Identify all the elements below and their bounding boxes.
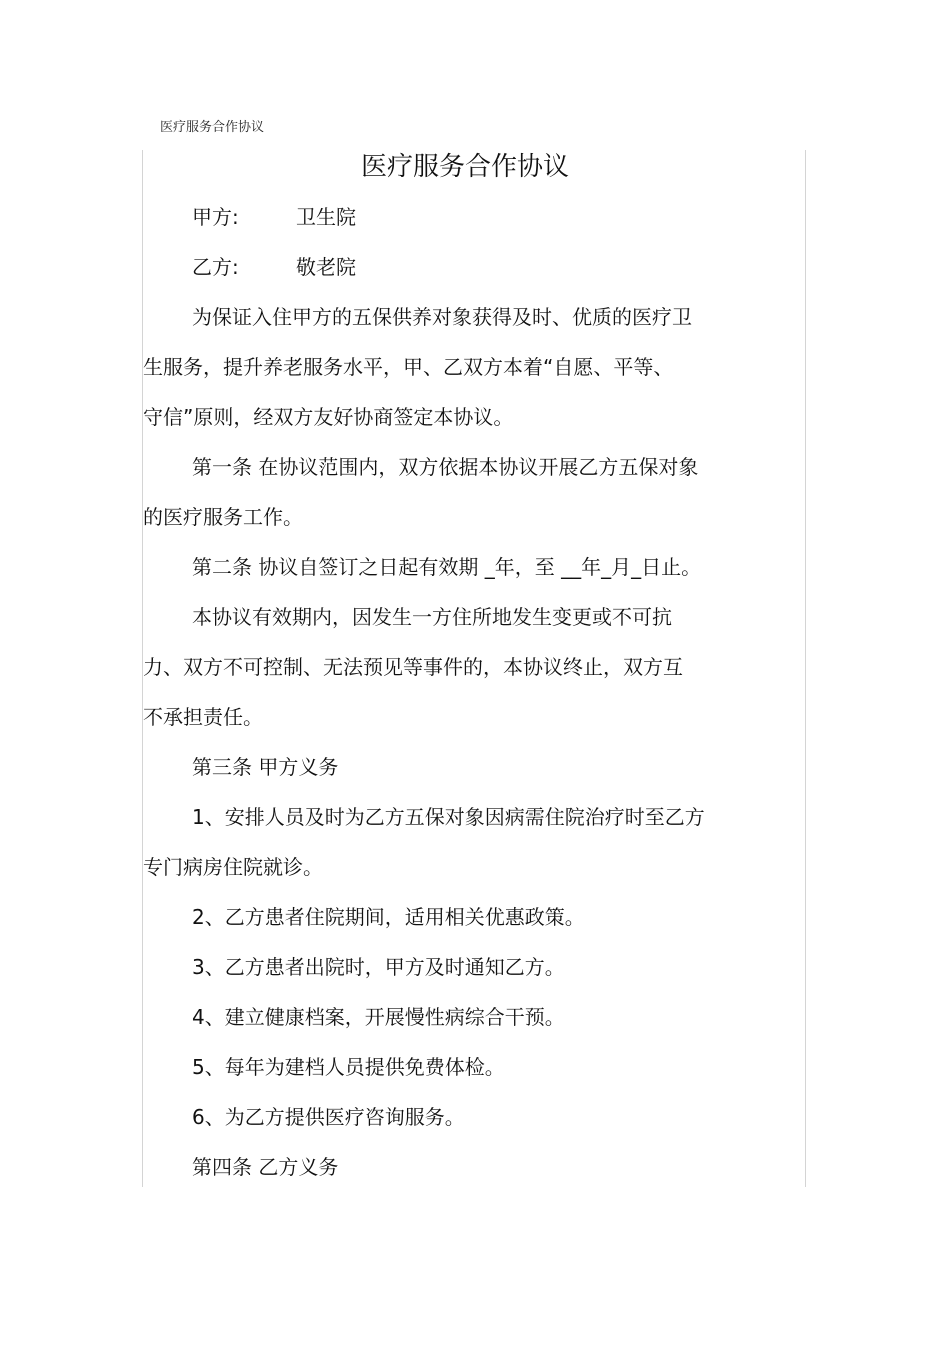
party-a-duty-1-line-1: 1、安排人员及时为乙方五保对象因病需住院治疗时至乙方	[192, 805, 705, 829]
article-3-heading: 第三条 甲方义务	[192, 755, 339, 779]
party-a-duty-1-line-2: 专门病房住院就诊。	[143, 855, 323, 879]
page-right-border	[805, 150, 806, 1187]
validity-line-1: 本协议有效期内，因发生一方住所地发生变更或不可抗	[192, 605, 672, 629]
validity-line-2: 力、双方不可控制、无法预见等事件的，本协议终止，双方互	[143, 655, 683, 679]
article-2-line-1: 第二条 协议自签订之日起有效期 _年，至 __年_月_日止。	[192, 555, 702, 579]
preamble-line-2: 生服务，提升养老服务水平，甲、乙双方本着“自愿、平等、	[143, 355, 674, 379]
party-b-label: 乙方:	[192, 255, 239, 279]
party-a-duty-4: 4、建立健康档案，开展慢性病综合干预。	[192, 1005, 565, 1029]
party-a-duty-2: 2、乙方患者住院期间，适用相关优惠政策。	[192, 905, 585, 929]
party-a-value: 卫生院	[296, 205, 356, 229]
party-a-duty-3: 3、乙方患者出院时，甲方及时通知乙方。	[192, 955, 565, 979]
document-title: 医疗服务合作协议	[360, 152, 569, 182]
party-a-label: 甲方:	[192, 205, 239, 229]
party-a-duty-5: 5、每年为建档人员提供免费体检。	[192, 1055, 505, 1079]
article-4-heading: 第四条 乙方义务	[192, 1155, 339, 1179]
article-1-line-1: 第一条 在协议范围内，双方依据本协议开展乙方五保对象	[192, 455, 699, 479]
preamble-line-1: 为保证入住甲方的五保供养对象获得及时、优质的医疗卫	[192, 305, 692, 329]
preamble-line-3: 守信”原则，经双方友好协商签定本协议。	[143, 405, 514, 429]
running-header: 医疗服务合作协议	[160, 120, 265, 135]
article-1-line-2: 的医疗服务工作。	[143, 505, 303, 529]
validity-line-3: 不承担责任。	[143, 705, 263, 729]
party-a-duty-6: 6、为乙方提供医疗咨询服务。	[192, 1105, 465, 1129]
party-b-value: 敬老院	[296, 255, 356, 279]
